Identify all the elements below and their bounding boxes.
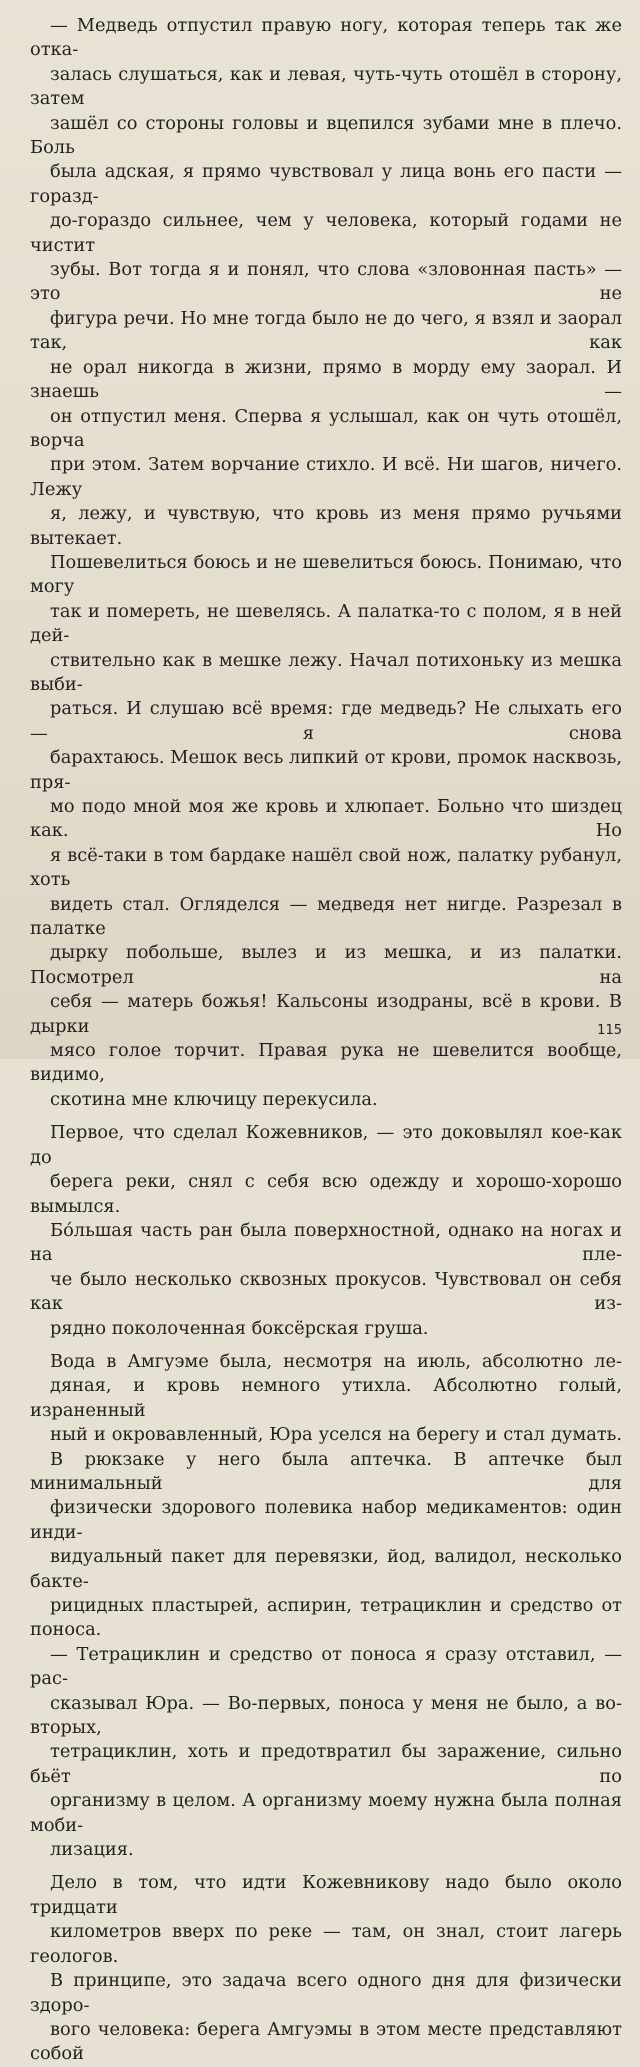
body-text bbox=[30, 14, 622, 2067]
text-line: рицидных пластырей, аспирин, тетрациклин и средство от поноса. bbox=[30, 1595, 622, 1641]
paragraph-3 bbox=[30, 1350, 622, 1863]
text-line: до-гораздо сильнее, чем у человека, который годами не чистит bbox=[30, 210, 622, 256]
text-line: сказывал Юра. — Во-первых, поноса у меня не было, а во-вторых, bbox=[30, 1692, 622, 1739]
text-line: мясо голое торчит. Правая рука не шевелится вообще, видимо, bbox=[30, 1040, 622, 1086]
text-line: фигура речи. Но мне тогда было не до чего, я взял и заорал так, как bbox=[30, 307, 622, 354]
text-line: я, лежу, и чувствую, что кровь из меня прямо ручьями вытекает. bbox=[30, 503, 622, 549]
text-line: вого человека: берега Амгуэмы в этом месте представляют собой bbox=[30, 2018, 622, 2065]
text-line: километров вверх по реке — там, он знал, стоит лагерь геологов. bbox=[30, 1921, 622, 1967]
text-line: рядно поколоченная боксёрская груша. bbox=[50, 1317, 429, 1339]
text-line: не орал никогда в жизни, прямо в морду ему заорал. И знаешь — bbox=[30, 356, 622, 403]
text-line: Пошевелиться боюсь и не шевелиться боюсь. Понимаю, что могу bbox=[30, 551, 622, 598]
text-line: залась слушаться, как и левая, чуть-чуть отошёл в сторону, затем bbox=[30, 63, 622, 110]
text-line: зубы. Вот тогда я и понял, что слова «зловонная пасть» — это не bbox=[30, 259, 622, 305]
text-line: Первое, что сделал Кожевников, — это доковылял кое-как до bbox=[30, 1122, 622, 1168]
text-line: он отпустил меня. Сперва я услышал, как он чуть отошёл, ворча bbox=[30, 405, 622, 451]
text-line: организму в целом. А организму моему нужна была полная моби- bbox=[30, 1790, 622, 1836]
text-line: че было несколько сквозных прокусов. Чувствовал он себя как из- bbox=[30, 1268, 622, 1315]
text-line: дырку побольше, вылез и из мешка, и из палатки. Посмотрел на bbox=[30, 942, 622, 988]
page-number: 115 bbox=[597, 1023, 622, 1038]
text-line: себя — матерь божья! Кальсоны изодраны, всё в крови. В дырки bbox=[30, 991, 622, 1037]
text-line: — Тетрациклин и средство от поноса я сразу отставил, — рас- bbox=[30, 1643, 622, 1690]
text-line: была адская, я прямо чувствовал у лица вонь его пасти — горазд- bbox=[30, 161, 622, 207]
text-line: ный и окровавленный, Юра уселся на берегу и стал думать. bbox=[50, 1424, 622, 1446]
text-line: физически здорового полевика набор медикаментов: один инди- bbox=[30, 1497, 622, 1543]
text-line: Дело в том, что идти Кожевникову надо было около тридцати bbox=[30, 1872, 622, 1918]
text-line: видуальный пакет для перевязки, йод, валидол, несколько бакте- bbox=[30, 1546, 622, 1592]
text-line: я всё-таки в том бардаке нашёл свой нож, палатку рубанул, хоть bbox=[30, 844, 622, 891]
text-line: видеть стал. Огляделся — медведя нет нигде. Разрезал в палатке bbox=[30, 893, 622, 940]
text-line: В принципе, это задача всего одного дня для физически здоро- bbox=[30, 1970, 622, 2016]
text-line: барахтаюсь. Мешок весь липкий от крови, промок насквозь, пря- bbox=[30, 747, 622, 793]
text-line: зашёл со стороны головы и вцепился зубами мне в плечо. Боль bbox=[30, 112, 622, 159]
text-line: — Медведь отпустил правую ногу, которая теперь так же отка- bbox=[30, 15, 622, 61]
text-line: лизация. bbox=[50, 1839, 134, 1861]
text-line: берега реки, снял с себя всю одежду и хорошо-хорошо вымылся. bbox=[30, 1171, 622, 1217]
text-line: В рюкзаке у него была аптечка. В аптечке был минимальный для bbox=[30, 1448, 622, 1494]
text-line: скотина мне ключицу перекусила. bbox=[50, 1088, 378, 1110]
text-line: ствительно как в мешке лежу. Начал потихоньку из мешка выби- bbox=[30, 649, 622, 695]
paragraph-4 bbox=[30, 1871, 622, 2066]
text-line: тетрациклин, хоть и предотвратил бы заражение, сильно бьёт по bbox=[30, 1741, 622, 1787]
text-line: так и помереть, не шевелясь. А палатка-то с полом, я в ней дей- bbox=[30, 600, 622, 647]
text-line: мо подо мной моя же кровь и хлюпает. Больно что шиздец как. Но bbox=[30, 796, 622, 842]
text-line: дяная, и кровь немного утихла. Абсолютно голый, израненный bbox=[30, 1375, 622, 1421]
text-line: Бóльшая часть ран была поверхностной, однако на ногах и на пле- bbox=[30, 1219, 622, 1266]
paragraph-1 bbox=[30, 14, 622, 1112]
text-line: Вода в Амгуэме была, несмотря на июль, абсолютно ле- bbox=[50, 1350, 622, 1372]
text-line: раться. И слушаю всё время: где медведь? Не слыхать его — я снова bbox=[30, 698, 622, 744]
text-line: при этом. Затем ворчание стихло. И всё. Ни шагов, ничего. Лежу bbox=[30, 454, 622, 500]
paragraph-2 bbox=[30, 1121, 622, 1341]
